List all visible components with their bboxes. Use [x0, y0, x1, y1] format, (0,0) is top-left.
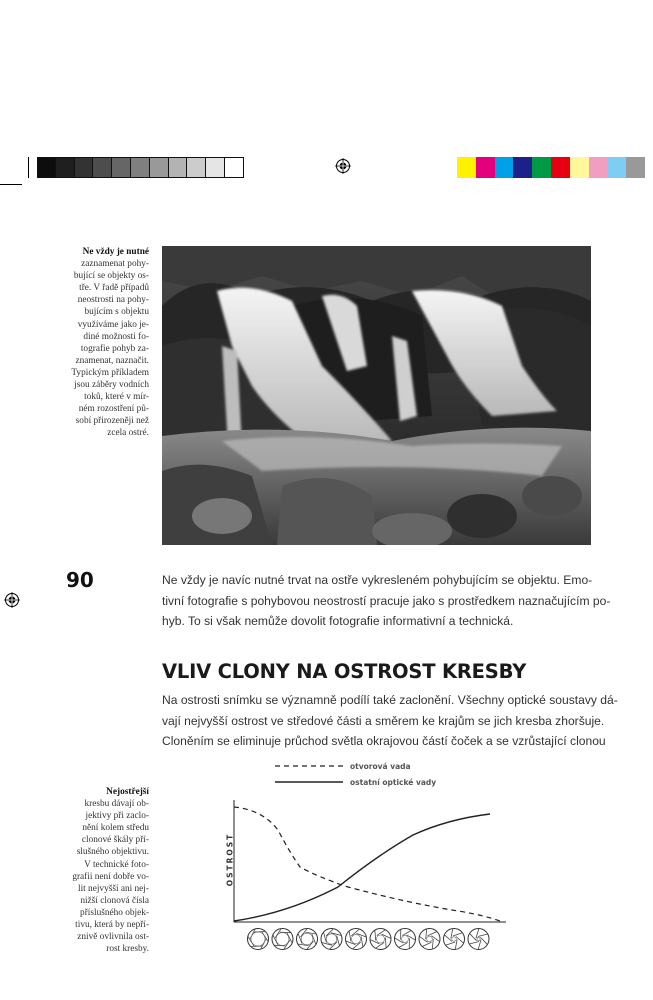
legend-swatches: [275, 760, 345, 790]
section-heading: VLIV CLONY NA OSTROST KRESBY: [162, 660, 527, 683]
side-caption-lead: Nejostřejší: [106, 787, 149, 797]
color-swatch: [532, 157, 551, 178]
side-caption-lines: [71, 259, 149, 438]
side-caption-lead: Ne vždy je nutné: [82, 247, 149, 257]
curve-aperture-aberration: [234, 807, 500, 921]
color-swatch: [187, 157, 206, 178]
text-line: vají nejvyšší ostrost ve středové části a směrem ke krajům se jich kresba zhoršuje.: [162, 713, 605, 728]
caption-line: slušného objektivu.: [76, 847, 149, 858]
color-swatch: [93, 157, 112, 178]
aperture-icons: [248, 929, 490, 950]
caption-line: tře. V řadě případů: [79, 283, 149, 294]
caption-line: jsou záběry vodních: [74, 380, 149, 391]
caption-line: nění kolem středu: [82, 823, 149, 834]
caption-line: zaznamenat pohy-: [81, 259, 149, 270]
caption-line: lit nejvyšší ani nej-: [77, 883, 149, 894]
registration-mark-icon: [4, 592, 20, 608]
color-swatch: [513, 157, 532, 178]
aperture-icon: [419, 929, 440, 950]
crop-mark: [28, 157, 29, 178]
color-bar: [457, 157, 645, 178]
aperture-icon: [444, 929, 465, 950]
page-number: 90: [66, 568, 94, 592]
text-line: Ne vždy je navíc nutné trvat na ostře vykresleném pohybujícím se objektu. Emo-: [162, 573, 593, 587]
side-caption-waterfall: [40, 246, 149, 440]
paragraph-aperture: [162, 690, 618, 752]
caption-line: tivu, která by nepří-: [75, 920, 149, 931]
caption-line: kresbu dávají ob-: [84, 799, 149, 810]
text-line: Na ostrosti snímku se významně podílí také zaclonění. Všechny optické soustavy dá-: [162, 693, 618, 707]
caption-line: bujícím s objektu: [84, 307, 149, 318]
aperture-icon: [346, 929, 367, 950]
color-swatch: [75, 157, 94, 178]
color-swatch: [112, 157, 131, 178]
color-swatch: [150, 157, 169, 178]
caption-line: neostrosti na pohy-: [77, 295, 149, 306]
paragraph-motion: [162, 570, 611, 632]
registration-mark-icon: [335, 158, 351, 174]
aperture-icon: [272, 929, 293, 950]
caption-line: zcela ostré.: [107, 428, 149, 439]
caption-line: bující se objekty os-: [73, 271, 149, 282]
caption-line: jektivy při zaclo-: [85, 811, 149, 822]
legend-label-solid: ostatní optické vady: [350, 778, 437, 787]
color-swatch: [457, 157, 476, 178]
caption-line: tografie pohyb za-: [80, 343, 149, 354]
caption-line: diné možnosti fo-: [83, 331, 149, 342]
text-line: hyb. To si však nemůže dovolit fotografie informativní a technická.: [162, 614, 514, 628]
color-swatch: [570, 157, 589, 178]
color-swatch: [56, 157, 75, 178]
color-swatch: [206, 157, 225, 178]
color-swatch: [225, 157, 244, 178]
caption-line: sobí přirozeněji než: [75, 416, 149, 427]
color-swatch: [169, 157, 188, 178]
caption-line: clonové škály pří-: [81, 835, 149, 846]
caption-line: příslušného objek-: [80, 907, 149, 918]
caption-line: Typickým příkladem: [71, 367, 149, 378]
side-caption-aperture: [40, 786, 149, 955]
aperture-icon: [321, 929, 342, 950]
aperture-icon: [248, 929, 269, 950]
text-line: Cloněním se eliminuje průchod světla okrajovou částí čoček a se vzrůstající clonou: [162, 734, 606, 748]
caption-line: ném rozostření pů-: [78, 404, 149, 415]
caption-line: rost kresby.: [106, 944, 149, 955]
crop-mark: [0, 184, 22, 185]
aperture-icon: [395, 929, 416, 950]
aperture-icon: [297, 929, 318, 950]
caption-line: nižší clonová čísla: [80, 895, 149, 906]
color-swatch: [37, 157, 56, 178]
caption-line: toků, které v mír-: [84, 392, 149, 403]
caption-line: znamenat, naznačit.: [75, 355, 149, 366]
legend-label-dashed: otvorová vada: [350, 762, 411, 771]
color-swatch: [495, 157, 514, 178]
curve-other-aberrations: [234, 814, 490, 921]
color-swatch: [626, 157, 645, 178]
text-line: tivní fotografie s pohybovou neostrostí pracuje jako s prostředkem naznačujícím po-: [162, 593, 611, 608]
side-caption-lines: [72, 799, 149, 954]
caption-line: využíváme jako je-: [77, 319, 149, 330]
caption-line: grafii není dobře vo-: [72, 871, 149, 882]
aperture-icon: [468, 929, 489, 950]
color-swatch: [589, 157, 608, 178]
sharpness-diagram: [225, 795, 510, 995]
y-axis-label: OSTROST: [225, 832, 235, 887]
caption-line: znivě ovlivnila ost-: [77, 932, 149, 943]
gray-scale-bar: [37, 157, 244, 178]
waterfall-photo: [162, 246, 591, 545]
color-swatch: [551, 157, 570, 178]
caption-line: V technické foto-: [84, 859, 149, 870]
aperture-icon: [370, 929, 391, 950]
color-swatch: [607, 157, 626, 178]
color-swatch: [131, 157, 150, 178]
color-swatch: [476, 157, 495, 178]
